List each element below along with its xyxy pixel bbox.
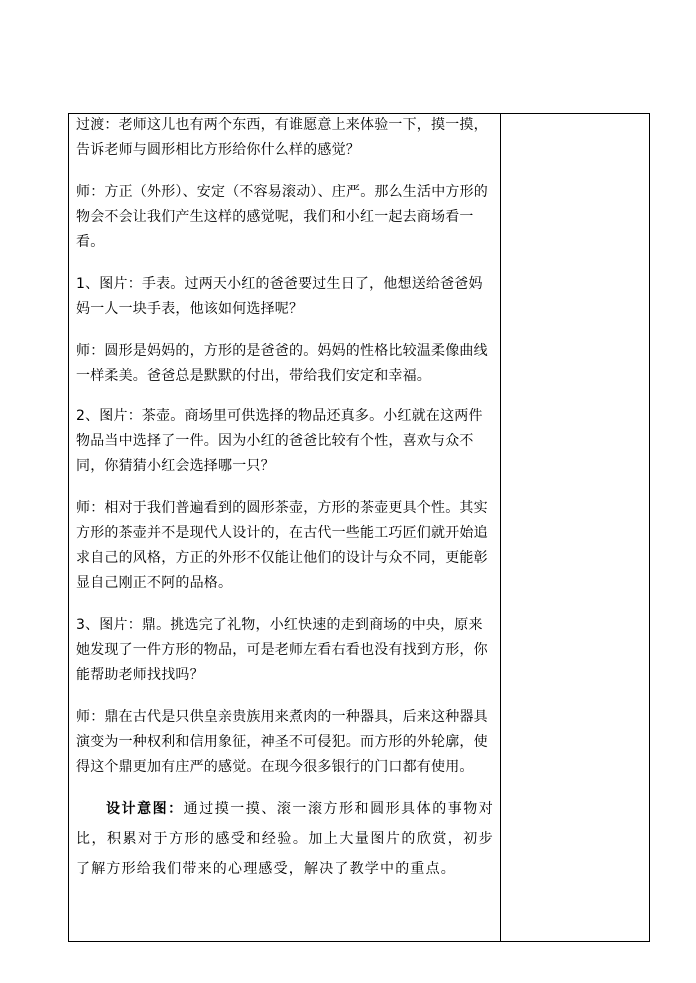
lesson-content-cell: [76, 114, 494, 898]
paragraph-teacher-1: 师：方正（外形）、安定（不容易滚动）、庄严。那么生活中方形的物会不会让我们产生这样的感觉呢，我们和小红一起去商场看一看。: [76, 184, 488, 250]
paragraph-transition: 过渡：老师这儿也有两个东西，有谁愿意上来体验一下，摸一摸，告诉老师与圆形相比方形给你什么样的感觉？: [76, 117, 488, 158]
paragraph-picture-teapot: 2、图片：茶壶。商场里可供选择的物品还真多。小红就在这两件物品当中选择了一件。因为小红的爸爸比较有个性，喜欢与众不同，你猜猜小红会选择哪一只？: [76, 408, 483, 474]
paragraph-picture-ding: 3、图片：鼎。挑选完了礼物，小红快速的走到商场的中央，原来她发现了一件方形的物品，可是老师左看右看也没有找到方形，你能帮助老师找找吗？: [76, 617, 488, 683]
paragraph-picture-watch: 1、图片：手表。过两天小红的爸爸要过生日了，他想送给爸爸妈妈一人一块手表，他该如何选择呢？: [76, 276, 483, 317]
paragraph-teacher-4: 师：鼎在古代是只供皇亲贵族用来煮肉的一种器具，后来这种器具演变为一种权利和信用象征，神圣不可侵犯。而方形的外轮廓，使得这个鼎更加有庄严的感觉。在现今很多银行的门口都有使用。: [76, 709, 488, 775]
paragraph-teacher-3: 师：相对于我们普遍看到的圆形茶壶，方形的茶壶更具个性。其实方形的茶壶并不是现代人设计的，在古代一些能工巧匠们就开始追求自己的风格，方正的外形不仅能让他们的设计与众不同，更能彰显自己刚正不阿的品格。: [76, 500, 488, 591]
paragraph-teacher-2: 师：圆形是妈妈的，方形的是爸爸的。妈妈的性格比较温柔像曲线一样柔美。爸爸总是默默的付出，带给我们安定和幸福。: [76, 343, 488, 384]
design-intent-text: 通过摸一摸、滚一滚方形和圆形具体的事物对比，积累对于方形的感受和经验。加上大量图片的欣赏，初步了解方形给我们带来的心理感受，解决了教学中的重点。: [76, 801, 495, 877]
column-divider: [500, 114, 501, 941]
design-intent-label: 设计意图：: [106, 801, 184, 817]
design-intent: [76, 794, 494, 884]
lesson-table: [68, 113, 650, 942]
